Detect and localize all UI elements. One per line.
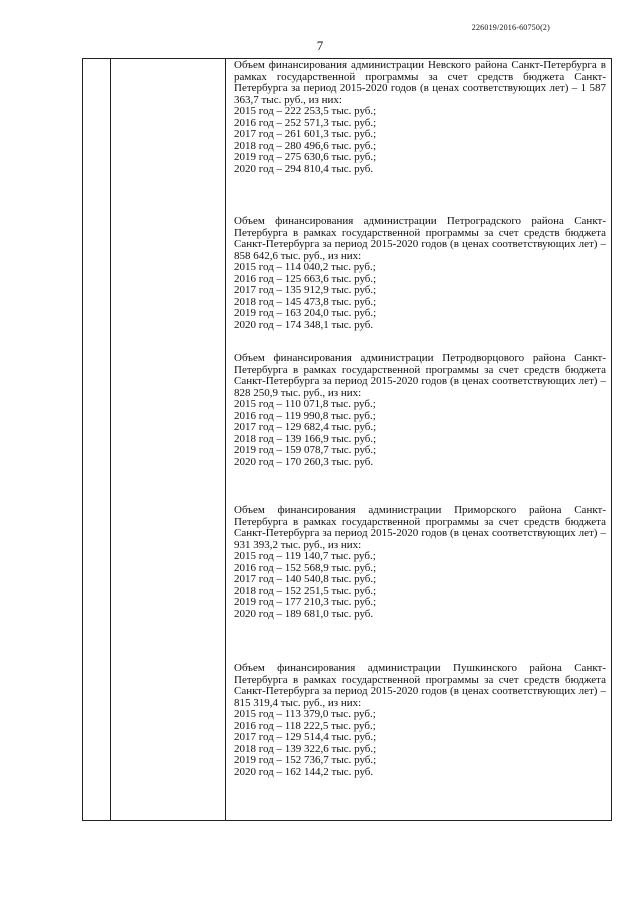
year-line: 2020 год – 162 144,2 тыс. руб.: [234, 765, 374, 778]
year-line: 2017 год – 140 540,8 тыс. руб.;: [234, 573, 377, 585]
year-line: 2015 год – 110 071,8 тыс. руб.;: [234, 398, 376, 410]
year-line: 2018 год – 152 251,5 тыс. руб.;: [234, 584, 377, 597]
year-line: 2017 год – 261 601,3 тыс. руб.;: [234, 128, 377, 140]
year-line: 2020 год – 174 348,1 тыс. руб.: [234, 318, 374, 331]
year-line: 2018 год – 280 496,6 тыс. руб.;: [234, 139, 377, 152]
column-divider-2: [225, 59, 226, 820]
year-line: 2016 год – 118 222,5 тыс. руб.;: [234, 719, 376, 732]
section-primorsky: [234, 505, 606, 620]
year-line: 2015 год – 119 140,7 тыс. руб.;: [234, 550, 376, 562]
year-line: 2016 год – 119 990,8 тыс. руб.;: [234, 409, 376, 422]
year-line: 2018 год – 139 166,9 тыс. руб.;: [234, 432, 377, 445]
section-petrogradsky: [234, 216, 606, 331]
year-line: 2019 год – 159 078,7 тыс. руб.;: [234, 444, 377, 456]
year-line: 2018 год – 145 473,8 тыс. руб.;: [234, 295, 377, 308]
section-text: Объем финансирования администрации Пушкинского района Санкт-Петербурга в рамках государственной программы за счет средств бюджета Санкт-Петербурга за период 2015-2020 годов (в ценах соответствующих лет) – 815 319,4 тыс. руб., из них:: [234, 662, 606, 709]
page-number: 7: [316, 38, 324, 53]
table-frame: [82, 58, 612, 821]
year-line: 2020 год – 170 260,3 тыс. руб.: [234, 455, 374, 468]
year-line: 2016 год – 252 571,3 тыс. руб.;: [234, 116, 377, 129]
section-pushkinsky: [234, 663, 606, 778]
year-line: 2017 год – 135 912,9 тыс. руб.;: [234, 284, 377, 296]
year-line: 2020 год – 294 810,4 тыс. руб.: [234, 162, 374, 175]
year-line: 2019 год – 177 210,3 тыс. руб.;: [234, 596, 377, 608]
section-text: Объем финансирования администрации Невского района Санкт-Петербурга в рамках государственной программы за счет средств бюджета Санкт-Петербурга за период 2015-2020 годов (в ценах соответствующих лет) – 1 587 363,7 тыс. руб., из них:: [234, 59, 606, 106]
section-text: Объем финансирования администрации Петродворцового района Санкт-Петербурга в рамках государственной программы за счет средств бюджета Санкт-Петербурга за период 2015-2020 годов (в ценах соответствующих лет) – 828 250,9 тыс. руб., из них:: [234, 352, 606, 399]
year-line: 2016 год – 125 663,6 тыс. руб.;: [234, 272, 377, 285]
year-line: 2019 год – 275 630,6 тыс. руб.;: [234, 151, 377, 163]
column-divider-1: [110, 59, 111, 820]
year-line: 2017 год – 129 682,4 тыс. руб.;: [234, 421, 377, 433]
year-line: 2019 год – 163 204,0 тыс. руб.;: [234, 307, 377, 319]
year-line: 2015 год – 113 379,0 тыс. руб.;: [234, 708, 376, 720]
year-line: 2016 год – 152 568,9 тыс. руб.;: [234, 561, 377, 574]
section-petrodvortsovy: [234, 353, 606, 468]
year-line: 2020 год – 189 681,0 тыс. руб.: [234, 607, 374, 620]
year-line: 2017 год – 129 514,4 тыс. руб.;: [234, 731, 377, 743]
section-text: Объем финансирования администрации Приморского района Санкт-Петербурга в рамках государственной программы за счет средств бюджета Санкт-Петербурга за период 2015-2020 годов (в ценах соответствующих лет) – 931 393,2 тыс. руб., из них:: [234, 504, 606, 551]
section-text: Объем финансирования администрации Петроградского района Санкт-Петербурга в рамках государственной программы за счет средств бюджета Санкт-Петербурга за период 2015-2020 годов (в ценах соответствующих лет) – 858 642,6 тыс. руб., из них:: [234, 215, 606, 262]
year-line: 2015 год – 222 253,5 тыс. руб.;: [234, 105, 377, 117]
year-line: 2019 год – 152 736,7 тыс. руб.;: [234, 754, 377, 766]
year-line: 2015 год – 114 040,2 тыс. руб.;: [234, 261, 376, 273]
document-id: 226019/2016-60750(2): [471, 23, 550, 32]
section-nevsky: [234, 60, 606, 175]
year-line: 2018 год – 139 322,6 тыс. руб.;: [234, 742, 377, 755]
